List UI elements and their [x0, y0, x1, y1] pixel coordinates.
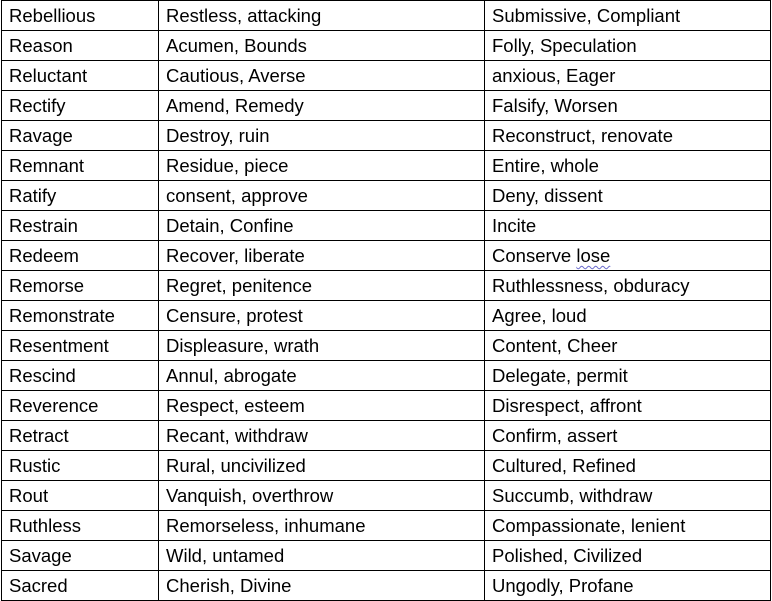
table-row — [2, 481, 771, 511]
synonyms-cell: Restless, attacking — [159, 1, 485, 31]
table-row — [2, 421, 771, 451]
table-row — [2, 211, 771, 241]
antonyms-cell: Succumb, withdraw — [485, 481, 771, 511]
word-cell: Restrain — [2, 211, 159, 241]
synonyms-cell: Acumen, Bounds — [159, 31, 485, 61]
antonyms-cell: Polished, Civilized — [485, 541, 771, 571]
word-cell: Reason — [2, 31, 159, 61]
antonyms-cell: Folly, Speculation — [485, 31, 771, 61]
table-row — [2, 31, 771, 61]
antonyms-cell: Compassionate, lenient — [485, 511, 771, 541]
table-row — [2, 241, 771, 271]
synonyms-cell: Residue, piece — [159, 151, 485, 181]
word-cell: Retract — [2, 421, 159, 451]
word-cell: Savage — [2, 541, 159, 571]
synonyms-cell: Remorseless, inhumane — [159, 511, 485, 541]
word-cell: Ravage — [2, 121, 159, 151]
synonyms-cell: Cherish, Divine — [159, 571, 485, 601]
word-cell: Rout — [2, 481, 159, 511]
synonyms-cell: Displeasure, wrath — [159, 331, 485, 361]
vocabulary-table — [1, 0, 771, 601]
table-row — [2, 451, 771, 481]
word-cell: Remonstrate — [2, 301, 159, 331]
table-row — [2, 571, 771, 601]
word-cell: Reverence — [2, 391, 159, 421]
table-row — [2, 151, 771, 181]
table-row — [2, 301, 771, 331]
synonyms-cell: Rural, uncivilized — [159, 451, 485, 481]
word-cell: Remnant — [2, 151, 159, 181]
antonyms-cell: Reconstruct, renovate — [485, 121, 771, 151]
synonyms-cell: Annul, abrogate — [159, 361, 485, 391]
antonyms-cell: Falsify, Worsen — [485, 91, 771, 121]
synonyms-cell: Wild, untamed — [159, 541, 485, 571]
antonyms-cell: Disrespect, affront — [485, 391, 771, 421]
table-row — [2, 271, 771, 301]
antonyms-cell: Delegate, permit — [485, 361, 771, 391]
synonyms-cell: Recover, liberate — [159, 241, 485, 271]
antonyms-cell: Entire, whole — [485, 151, 771, 181]
table-row — [2, 181, 771, 211]
antonyms-cell: Ruthlessness, obduracy — [485, 271, 771, 301]
antonyms-cell: Content, Cheer — [485, 331, 771, 361]
antonyms-cell: Confirm, assert — [485, 421, 771, 451]
synonyms-cell: Detain, Confine — [159, 211, 485, 241]
antonyms-cell — [485, 241, 771, 271]
antonyms-cell: Submissive, Compliant — [485, 1, 771, 31]
synonyms-cell: Recant, withdraw — [159, 421, 485, 451]
word-cell: Rectify — [2, 91, 159, 121]
word-cell: Ruthless — [2, 511, 159, 541]
table-row — [2, 1, 771, 31]
spellcheck-flagged-word: lose — [576, 245, 611, 266]
table-row — [2, 121, 771, 151]
word-cell: Resentment — [2, 331, 159, 361]
table-row — [2, 91, 771, 121]
word-cell: Ratify — [2, 181, 159, 211]
synonyms-cell: Cautious, Averse — [159, 61, 485, 91]
synonyms-cell: Respect, esteem — [159, 391, 485, 421]
antonyms-cell: Agree, loud — [485, 301, 771, 331]
antonyms-cell: Cultured, Refined — [485, 451, 771, 481]
table-row — [2, 541, 771, 571]
word-cell: Reluctant — [2, 61, 159, 91]
word-cell: Sacred — [2, 571, 159, 601]
table-row — [2, 391, 771, 421]
antonyms-cell: Deny, dissent — [485, 181, 771, 211]
word-cell: Rescind — [2, 361, 159, 391]
synonyms-cell: Destroy, ruin — [159, 121, 485, 151]
antonyms-cell: Incite — [485, 211, 771, 241]
synonyms-cell: Vanquish, overthrow — [159, 481, 485, 511]
antonyms-cell: anxious, Eager — [485, 61, 771, 91]
antonyms-text: Conserve — [492, 245, 577, 266]
antonyms-cell: Ungodly, Profane — [485, 571, 771, 601]
word-cell: Remorse — [2, 271, 159, 301]
table-body — [2, 1, 771, 601]
table-row — [2, 361, 771, 391]
synonyms-cell: Regret, penitence — [159, 271, 485, 301]
synonyms-cell: Amend, Remedy — [159, 91, 485, 121]
synonyms-cell: Censure, protest — [159, 301, 485, 331]
word-cell: Rebellious — [2, 1, 159, 31]
word-cell: Redeem — [2, 241, 159, 271]
table-row — [2, 511, 771, 541]
table-row — [2, 61, 771, 91]
table-row — [2, 331, 771, 361]
word-cell: Rustic — [2, 451, 159, 481]
synonyms-cell: consent, approve — [159, 181, 485, 211]
